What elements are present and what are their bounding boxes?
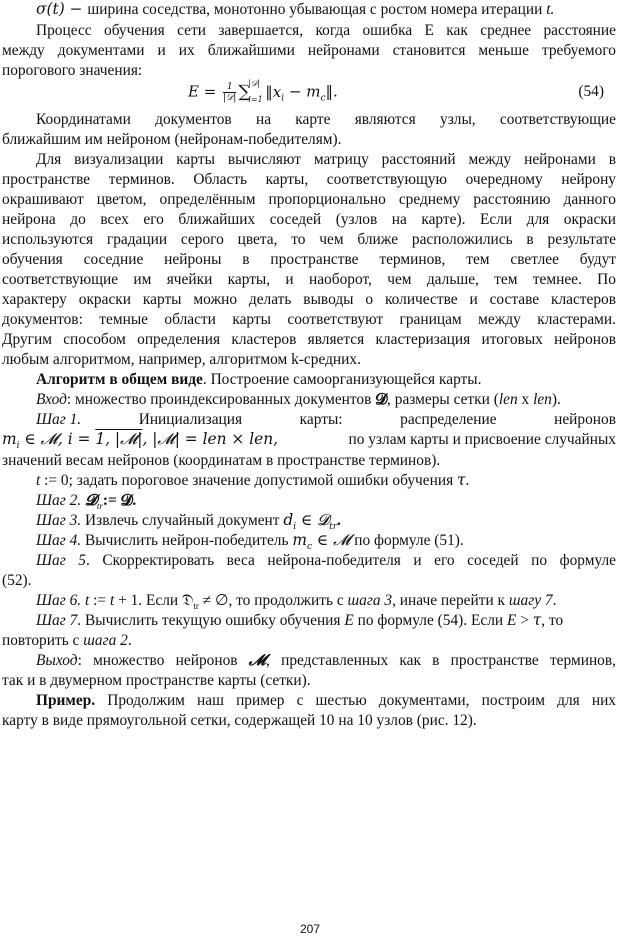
algorithm-output-line-2: так и в двумерном пространстве карты (сетки). bbox=[2, 672, 311, 689]
equation-number: (54) bbox=[578, 83, 604, 100]
step-7-line-2: повторить с шага 2. bbox=[2, 632, 132, 649]
paragraph-line: любым алгоритмом, например, алгоритмом k-средних. bbox=[2, 351, 361, 368]
step-2: Шаг 2. 𝓓$_{tr}$:= 𝓓. bbox=[36, 492, 137, 512]
sigma-term: σ(t) − bbox=[36, 0, 88, 18]
paragraph-line: порогового значения: bbox=[2, 62, 143, 79]
page-number: 207 bbox=[299, 922, 321, 936]
paragraph-line: окрашивают цветом, определённым пропорционально среднему расстоянию данного bbox=[2, 191, 616, 208]
fraction: $\frac{1}{\text{|𝒟|}}$ bbox=[223, 82, 237, 103]
paragraph-line: документов: темные области карты соответствуют границам между кластерами. bbox=[2, 311, 616, 328]
algorithm-input: Вход: множество проиндексированных документов 𝓓, размеры сетки (len x len). bbox=[36, 390, 561, 408]
paragraph-line: нейрона до всех его ближайших соседей (узлов на карте). Если для окраски bbox=[2, 211, 616, 228]
step-7: Шаг 7. Вычислить текущую ошибку обучения E по формуле (54). Если E > τ, то bbox=[36, 611, 564, 629]
step-1-line-4: t := 0; задать пороговое значение допустимой ошибки обучения τ. bbox=[36, 471, 470, 489]
paragraph-line: ближайшим им нейроном (нейронам-победителям). bbox=[2, 131, 342, 148]
paragraph-line: пространстве терминов. Область карты, соответствующую очередному нейрону bbox=[2, 171, 616, 188]
step-1-line: Шаг 1. Инициализация карты: распределение нейронов bbox=[36, 411, 616, 428]
step-1-line-3: значений весам нейронов (координатам в пространстве терминов). bbox=[2, 452, 441, 469]
paragraph-line: соответствующие им ячейки карты, и наоборот, чем дальше, тем темнее. По bbox=[2, 271, 616, 288]
paragraph-line: характеру окраски карты можно делать выводы о количестве и составе кластеров bbox=[2, 291, 616, 308]
algorithm-output: Выход: множество нейронов 𝓜, представленных как в пространстве терминов, bbox=[36, 652, 616, 669]
step-6: Шаг 6. t := t + 1. Если 𝔇$_{tr}$ ≠ ∅, то продолжить с шага 3, иначе перейти к шагу 7. bbox=[36, 592, 557, 612]
paragraph-line: используются градации серого цвета, то чем ближе расположились в результате bbox=[2, 231, 616, 248]
algorithm-heading: Алгоритм в общем виде. Построение самоорганизующейся карты. bbox=[36, 371, 482, 388]
step-3: Шаг 3. Извлечь случайный документ $d_i$ ∈ 𝓓$_{tr}$. bbox=[36, 511, 341, 533]
step-1-math-line: $m_i$ ∈ 𝓜, i = 1, |𝓜|, |𝓜| = len × len, по узлам карты и присвоение случайных bbox=[2, 430, 616, 452]
paragraph-line: между документами и их ближайшими нейронами становится меньше требуемого bbox=[2, 42, 616, 59]
paragraph-line: Координатами документов на карте являются узлы, соответствующие bbox=[36, 111, 616, 128]
paragraph-line: обучения соседние нейроны в пространстве терминов, тем светлее будут bbox=[2, 251, 616, 268]
example-paragraph: Пример. Продолжим наш пример с шестью документами, построим для них bbox=[36, 692, 616, 709]
sum-symbol: ∑ |𝒟| i=1 bbox=[238, 79, 263, 104]
step-4: Шаг 4. Вычислить нейрон-победитель $m_c$ ∈ 𝓜 по формуле (51). bbox=[36, 531, 464, 553]
example-paragraph-line-2: карту в виде прямоугольной сетки, содержащей 10 на 10 узлов (рис. 12). bbox=[2, 712, 477, 729]
paragraph-line: Другим способом определения кластеров является кластеризация итоговых нейронов bbox=[2, 331, 616, 348]
equation-54 bbox=[2, 80, 616, 104]
formula: E = $\frac{1}{\text{|𝒟|}}$ ∑ |𝒟| i=1 $‖x_i$ − $m_c‖$. bbox=[188, 79, 338, 104]
step-5: Шаг 5. Скорректировать веса нейрона-победителя и его соседей по формуле bbox=[36, 552, 616, 569]
step-5-line-2: (52). bbox=[2, 572, 32, 589]
paragraph-line: Для визуализации карты вычисляют матрицу расстояний между нейронами в bbox=[36, 151, 616, 168]
paragraph-line: Процесс обучения сети завершается, когда ошибка E как среднее расстояние bbox=[36, 22, 616, 39]
text-line: σ(t) − ширина соседства, монотонно убывающая с ростом номера итерации t. bbox=[36, 0, 555, 18]
